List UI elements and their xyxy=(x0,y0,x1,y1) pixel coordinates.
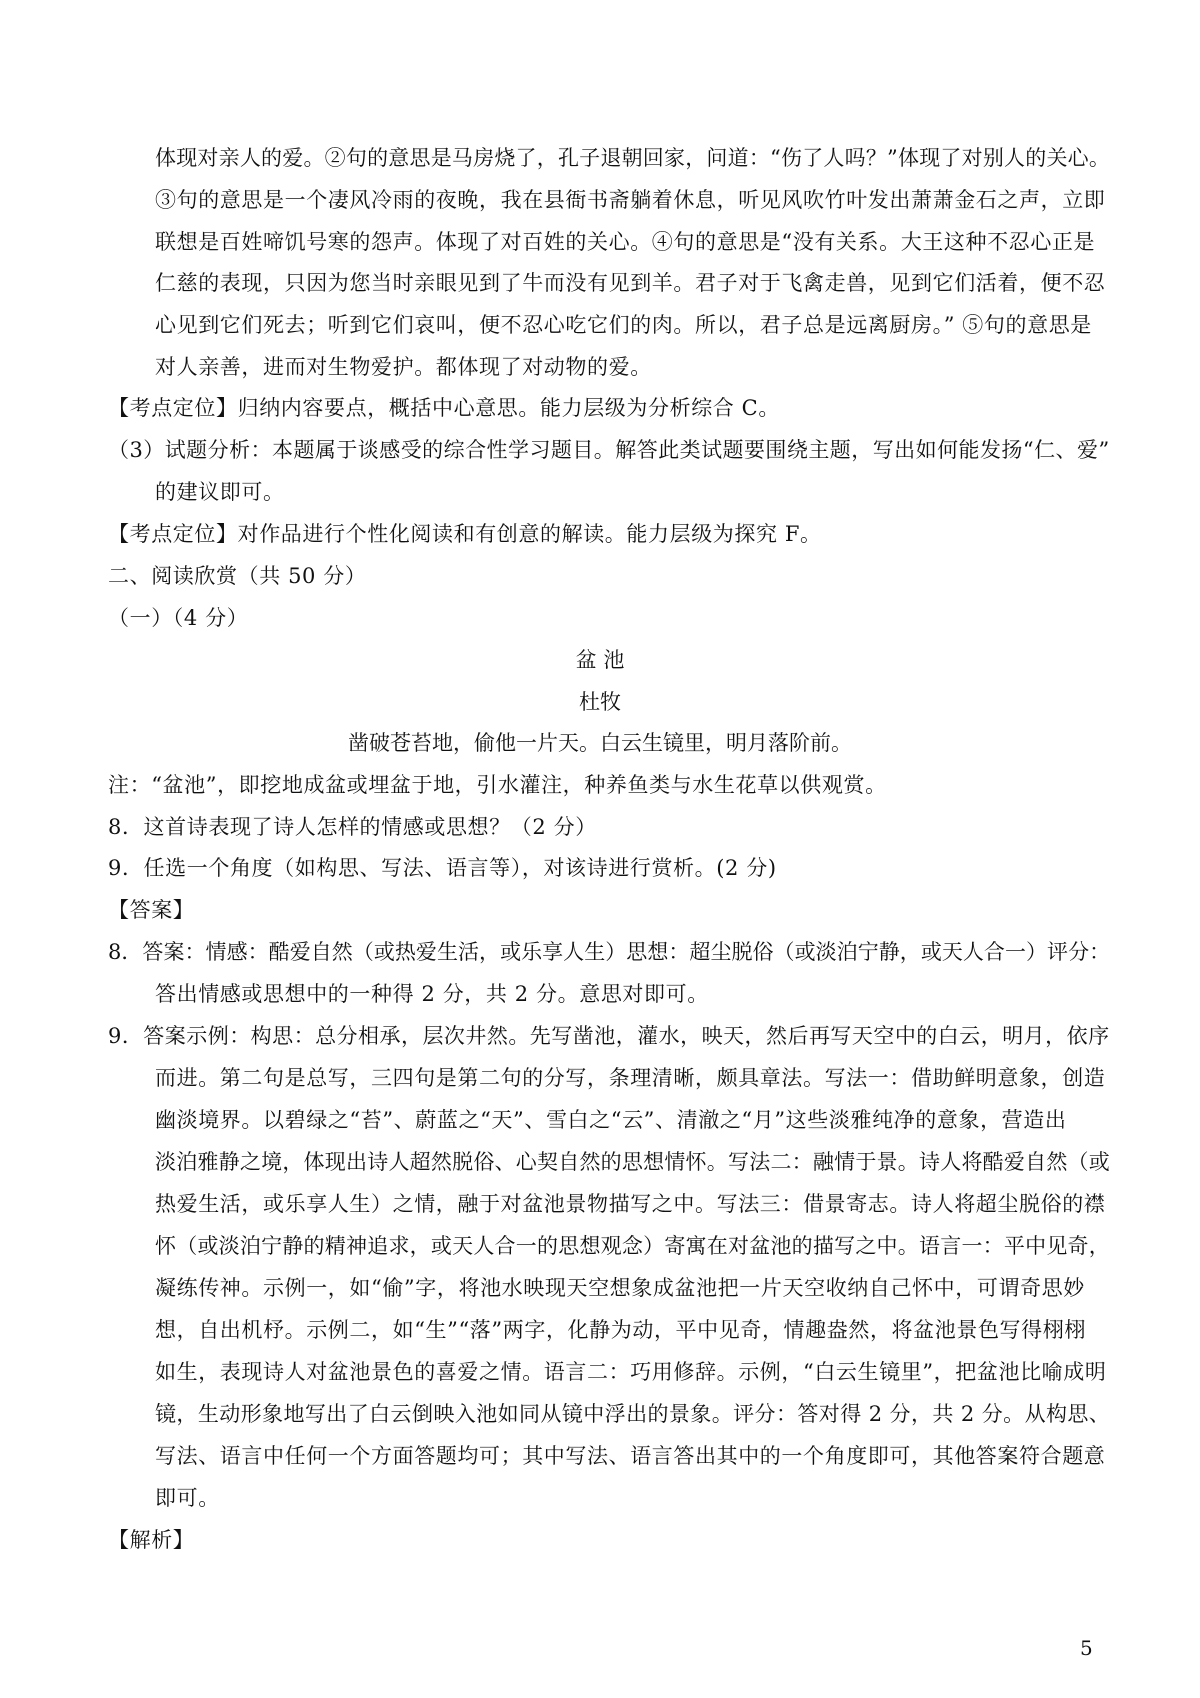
text-line: 写法、语言中任何一个方面答题均可；其中写法、语言答出其中的一个角度即可，其他答案符合题意 xyxy=(155,1444,1106,1468)
text-line: 淡泊雅静之境，体现出诗人超然脱俗、心契自然的思想情怀。写法二：融情于景。诗人将酷爱自然（或 xyxy=(155,1150,1110,1174)
text-line: 体现对亲人的爱。②句的意思是马房烧了，孔子退朝回家，问道：“伤了人吗？”体现了对别人的关心。 xyxy=(155,146,1111,170)
text-line: 如生，表现诗人对盆池景色的喜爱之情。语言二：巧用修辞。示例，“白云生镜里”，把盆池比喻成明 xyxy=(155,1360,1107,1384)
poem-author: 杜牧 xyxy=(579,690,621,714)
text-line: 而进。第二句是总写，三四句是第二句的分写，条理清晰，颇具章法。写法一：借助鲜明意象，创造 xyxy=(155,1066,1106,1090)
exam-point-label: 【考点定位】归纳内容要点，概括中心意思。能力层级为分析综合 C。 xyxy=(108,396,780,420)
text-line: 即可。 xyxy=(155,1486,220,1510)
text-line: 凝练传神。示例一，如“偷”字，将池水映现天空想象成盆池把一片天空收纳自己怀中，可谓奇思妙 xyxy=(155,1276,1085,1300)
text-line: 想，自出机杼。示例二，如“生”“落”两字，化静为动，平中见奇，情趣盎然，将盆池景色写得栩栩 xyxy=(155,1318,1086,1342)
answer-9: 9．答案示例：构思：总分相承，层次井然。先写凿池，灌水，映天，然后再写天空中的白云，明月，依序 xyxy=(108,1024,1110,1048)
text-line: 仁慈的表现，只因为您当时亲眼见到了牛而没有见到羊。君子对于飞禽走兽，见到它们活着，便不忍 xyxy=(155,271,1106,295)
exam-point-label: 【考点定位】对作品进行个性化阅读和有创意的解读。能力层级为探究 F。 xyxy=(108,522,822,546)
text-line: 答出情感或思想中的一种得 2 分，共 2 分。意思对即可。 xyxy=(155,982,709,1006)
question-9: 9．任选一个角度（如构思、写法、语言等），对该诗进行赏析。(2 分) xyxy=(108,856,777,880)
text-line: 镜，生动形象地写出了白云倒映入池如同从镜中浮出的景象。评分：答对得 2 分，共 2 分。从构思、 xyxy=(155,1402,1111,1426)
page-number: 5 xyxy=(1080,1636,1093,1660)
question-8: 8．这首诗表现了诗人怎样的情感或思想？（2 分） xyxy=(108,815,597,839)
text-line: 怀（或淡泊宁静的精神追求，或天人合一的思想观念）寄寓在对盆池的描写之中。语言一：平中见奇， xyxy=(155,1234,1110,1258)
text-line: 对人亲善，进而对生物爱护。都体现了对动物的爱。 xyxy=(155,355,652,379)
analysis-heading: 【解析】 xyxy=(108,1528,195,1552)
poem-text: 凿破苍苔地，偷他一片天。白云生镜里，明月落阶前。 xyxy=(348,731,852,755)
answer-heading: 【答案】 xyxy=(108,898,195,922)
text-line: 心见到它们死去；听到它们哀叫，便不忍心吃它们的肉。所以，君子总是远离厨房。” ⑤句的意思是 xyxy=(155,313,1092,337)
text-line: 热爱生活，或乐享人生）之情，融于对盆池景物描写之中。写法三：借景寄志。诗人将超尘脱俗的襟 xyxy=(155,1192,1106,1216)
poem-title: 盆 池 xyxy=(575,648,625,672)
text-line: ③句的意思是一个凄风冷雨的夜晚，我在县衙书斋躺着休息，听见风吹竹叶发出萧萧金石之声，立即 xyxy=(155,188,1106,212)
text-line: 联想是百姓啼饥号寒的怨声。体现了对百姓的关心。④句的意思是“没有关系。大王这种不忍心正是 xyxy=(155,230,1096,254)
subsection-heading: （一）（4 分） xyxy=(108,606,249,630)
note-line: 注：“盆池”，即挖地成盆或埋盆于地，引水灌注，种养鱼类与水生花草以供观赏。 xyxy=(108,773,887,797)
text-line: （3）试题分析：本题属于谈感受的综合性学习题目。解答此类试题要围绕主题，写出如何能发扬“仁、爱” xyxy=(108,438,1110,462)
text-line: 的建议即可。 xyxy=(155,480,285,504)
text-line: 幽淡境界。以碧绿之“苔”、蔚蓝之“天”、雪白之“云”、清澈之“月”这些淡雅纯净的意象，营造出 xyxy=(155,1108,1067,1132)
section-heading: 二、阅读欣赏（共 50 分） xyxy=(108,564,367,588)
answer-8: 8．答案：情感：酷爱自然（或热爱生活，或乐享人生）思想：超尘脱俗（或淡泊宁静，或天人合一）评分： xyxy=(108,940,1111,964)
